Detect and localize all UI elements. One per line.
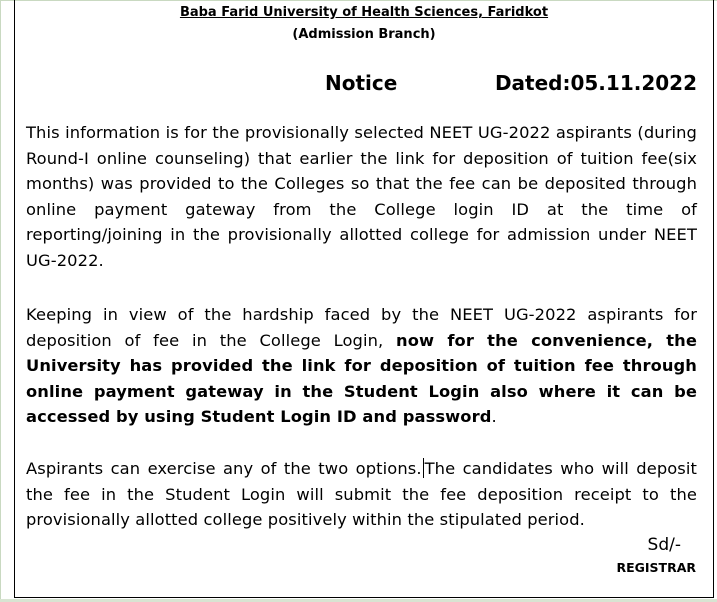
cell-border-left [0,0,1,602]
paragraph-1 [26,120,697,273]
signature-mark: Sd/- [647,535,681,555]
paragraph-2 [26,302,697,430]
paragraph-3[interactable] [26,456,697,533]
paragraph-3-text-b: The candidates who will deposit the fee in the Student Login will submit the fee deposition receipt to the provisionally allotted college positively within the stipulated period. [26,459,697,529]
paragraph-2-text: Keeping in view of the hardship faced by the NEET UG-2022 aspirants for deposition of fee in the College Login, [26,305,697,350]
branch-name: (Admission Branch) [292,27,436,42]
notice-frame [14,0,714,598]
university-name: Baba Farid University of Health Sciences, Faridkot [179,5,549,20]
notice-date: Dated:05.11.2022 [494,71,697,95]
paragraph-2-bold-text: now for the convenience, the University has provided the link for deposition of tuition fee through online payment gateway in the Student Login also where it can be accessed by using Student Login ID and password [26,330,698,426]
text-cursor [423,458,424,478]
paragraph-3-text-a: Aspirants can exercise any of the two options. [26,459,422,478]
notice-title: Notice [325,71,398,95]
paragraph-1-text: This information is for the provisionally selected NEET UG-2022 aspirants (during Round-I online counseling) that earlier the link for deposition of tuition fee(six months) was provided to the Colleges so that the fee can be deposited through online payment gateway from the College login ID at the time of reporting/joining in the provisionally allotted college for admission under NEET UG-2022. [26,123,697,270]
signatory-designation: REGISTRAR [616,560,696,575]
paragraph-2-end: . [491,407,497,426]
